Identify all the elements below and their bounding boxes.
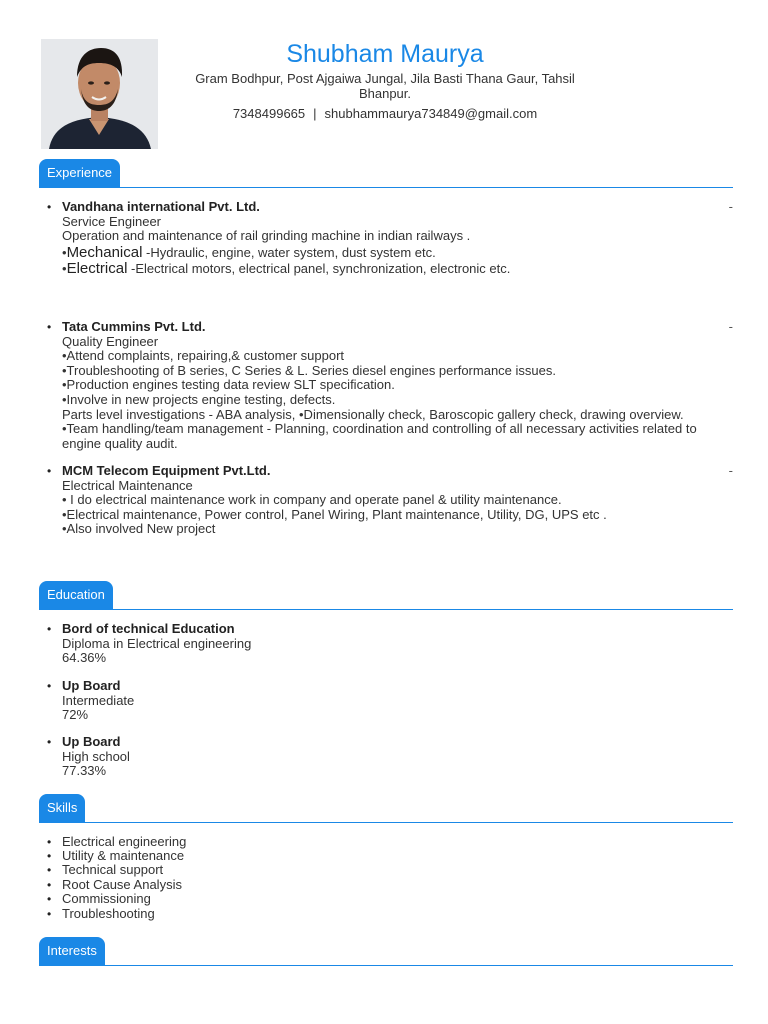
- experience-item: [47, 319, 733, 451]
- education-heading: Education: [39, 581, 113, 609]
- email: shubhammaurya734849@gmail.com: [324, 106, 538, 121]
- job-line: Parts level investigations - ABA analysis, •Dimensionally check, Baroscopic gallery check, drawing overview.: [62, 406, 684, 422]
- job-role: Service Engineer: [62, 213, 161, 229]
- skill-label: Commissioning: [62, 891, 151, 906]
- address: Gram Bodhpur, Post Ajgaiwa Jungal, Jila Basti Thana Gaur, Tahsil Bhanpur.: [195, 71, 575, 101]
- experience-heading: Experience: [39, 159, 120, 187]
- education-score: 77.33%: [62, 763, 107, 779]
- interests-heading: Interests: [39, 937, 105, 965]
- skill-label: Technical support: [62, 862, 164, 877]
- candidate-name: Shubham Maurya: [286, 40, 484, 68]
- job-line: •Involve in new projects engine testing, defects.: [62, 391, 336, 407]
- job-line: •Troubleshooting of B series, C Series & L. Series diesel engines performance issues.: [62, 362, 556, 378]
- resume-header: [180, 38, 590, 122]
- job-line: •Team handling/team management - Planning, coordination and controlling of all necessary activities related to engine quality audit.: [62, 421, 697, 451]
- experience-section-header: [39, 157, 733, 188]
- education-score: 64.36%: [62, 650, 107, 666]
- bullet-icon: •: [47, 622, 52, 636]
- company-name: Tata Cummins Pvt. Ltd.: [62, 319, 206, 334]
- bullet-icon: •: [47, 878, 52, 892]
- job-role: Electrical Maintenance: [62, 477, 193, 493]
- education-item: [47, 621, 733, 666]
- job-line: •Also involved New project: [62, 521, 216, 537]
- job-line: •Production engines testing data review SLT specification.: [62, 377, 395, 393]
- skill-item: [47, 906, 155, 921]
- job-line: • I do electrical maintenance work in company and operate panel & utility maintenance.: [62, 492, 562, 508]
- skill-label: Utility & maintenance: [62, 848, 185, 863]
- interests-section-header: [39, 935, 733, 966]
- date-range: -: [728, 199, 733, 214]
- contact-line: [180, 106, 590, 122]
- education-section-header: [39, 579, 733, 610]
- education-board: Up Board: [62, 678, 121, 693]
- bullet-icon: •: [47, 835, 52, 849]
- education-course: High school: [62, 748, 130, 764]
- job-point: •Electrical -Electrical motors, electrical panel, synchronization, electronic etc.: [62, 260, 511, 278]
- job-point: •Mechanical -Hydraulic, engine, water system, dust system etc.: [62, 243, 436, 261]
- experience-item: [47, 463, 733, 537]
- skill-label: Electrical engineering: [62, 834, 187, 849]
- education-item: [47, 734, 733, 779]
- education-item: [47, 678, 733, 723]
- contact-separator: |: [313, 106, 317, 121]
- company-name: MCM Telecom Equipment Pvt.Ltd.: [62, 463, 271, 478]
- profile-photo: [41, 39, 158, 149]
- bullet-icon: •: [47, 679, 52, 693]
- bullet-icon: •: [47, 320, 52, 334]
- job-role: Quality Engineer: [62, 333, 159, 349]
- skills-section-header: [39, 792, 733, 823]
- skills-heading: Skills: [39, 794, 85, 822]
- education-score: 72%: [62, 707, 89, 723]
- bullet-icon: •: [47, 863, 52, 877]
- bullet-icon: •: [47, 464, 52, 478]
- job-line: •Attend complaints, repairing,& customer support: [62, 348, 345, 364]
- bullet-icon: •: [47, 735, 52, 749]
- bullet-icon: •: [47, 907, 52, 921]
- education-board: Bord of technical Education: [62, 621, 235, 636]
- bullet-icon: •: [47, 849, 52, 863]
- company-name: Vandhana international Pvt. Ltd.: [62, 199, 260, 214]
- education-course: Intermediate: [62, 692, 135, 708]
- skill-label: Root Cause Analysis: [62, 877, 182, 892]
- job-line: •Electrical maintenance, Power control, Panel Wiring, Plant maintenance, Utility, DG, UPS etc .: [62, 506, 607, 522]
- bullet-icon: •: [47, 200, 52, 214]
- skill-item: [47, 891, 151, 906]
- point-label: Mechanical: [66, 243, 143, 261]
- education-course: Diploma in Electrical engineering: [62, 635, 252, 651]
- skill-label: Troubleshooting: [62, 906, 155, 921]
- date-range: -: [728, 463, 733, 478]
- point-label: Electrical: [66, 260, 128, 278]
- date-range: -: [728, 319, 733, 334]
- phone: 7348499665: [232, 106, 306, 121]
- bullet-icon: •: [47, 892, 52, 906]
- skill-item: [47, 862, 164, 877]
- experience-item: [47, 199, 733, 278]
- education-board: Up Board: [62, 734, 121, 749]
- job-description: Operation and maintenance of rail grinding machine in indian railways .: [62, 228, 471, 244]
